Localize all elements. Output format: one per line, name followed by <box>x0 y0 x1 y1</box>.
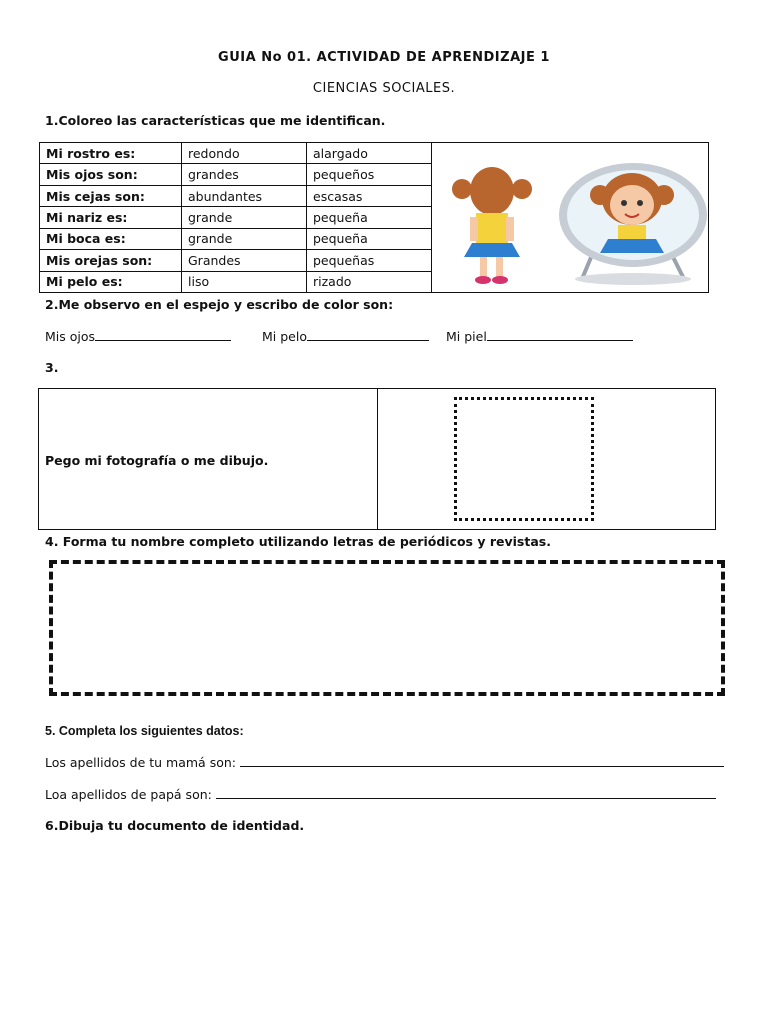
section6-heading: 6.Dibuja tu documento de identidad. <box>45 818 305 833</box>
option-cell[interactable]: Grandes <box>182 250 307 271</box>
row-label: Mi boca es: <box>40 228 182 249</box>
characteristics-table <box>39 142 709 293</box>
photo-instruction: Pego mi fotografía o me dibujo. <box>45 453 269 468</box>
option-cell[interactable]: pequeña <box>307 228 432 249</box>
box-divider <box>377 389 378 529</box>
section2-heading: 2.Me observo en el espejo y escribo de color son: <box>45 297 394 312</box>
row-label: Mis orejas son: <box>40 250 182 271</box>
girl-mirror-icon <box>432 143 708 289</box>
photo-frame[interactable] <box>454 397 594 521</box>
father-surnames-field[interactable] <box>45 786 716 802</box>
option-cell[interactable]: abundantes <box>182 185 307 206</box>
guide-title: GUIA No 01. ACTIVIDAD DE APRENDIZAJE 1 <box>218 50 550 65</box>
field-label: Loa apellidos de papá son: <box>45 787 212 802</box>
option-cell[interactable]: pequeñas <box>307 250 432 271</box>
name-collage-box[interactable] <box>49 560 725 696</box>
blank-line[interactable] <box>216 786 716 799</box>
illustration-cell <box>432 143 709 293</box>
option-cell[interactable]: alargado <box>307 143 432 164</box>
option-cell[interactable]: redondo <box>182 143 307 164</box>
field-label: Mi pelo <box>262 329 307 344</box>
row-label: Mis ojos son: <box>40 164 182 185</box>
option-cell[interactable]: grande <box>182 207 307 228</box>
subject-title: CIENCIAS SOCIALES. <box>312 81 456 96</box>
section5-heading: 5. Completa los siguientes datos: <box>45 724 244 738</box>
row-label: Mi nariz es: <box>40 207 182 228</box>
row-label: Mi rostro es: <box>40 143 182 164</box>
section3-heading: 3. <box>45 360 59 375</box>
option-cell[interactable]: escasas <box>307 185 432 206</box>
photo-section-box <box>38 388 716 530</box>
mother-surnames-field[interactable] <box>45 754 724 770</box>
option-cell[interactable]: liso <box>182 271 307 292</box>
eyes-color-field[interactable] <box>45 328 231 344</box>
row-label: Mi pelo es: <box>40 271 182 292</box>
blank-line[interactable] <box>95 328 231 341</box>
blank-line[interactable] <box>307 328 429 341</box>
field-label: Mi piel <box>446 329 487 344</box>
option-cell[interactable]: rizado <box>307 271 432 292</box>
hair-color-field[interactable] <box>262 328 429 344</box>
option-cell[interactable]: grande <box>182 228 307 249</box>
field-label: Mis ojos <box>45 329 96 344</box>
option-cell[interactable]: pequeña <box>307 207 432 228</box>
option-cell[interactable]: pequeños <box>307 164 432 185</box>
row-label: Mis cejas son: <box>40 185 182 206</box>
blank-line[interactable] <box>240 754 724 767</box>
option-cell[interactable]: grandes <box>182 164 307 185</box>
skin-color-field[interactable] <box>446 328 633 344</box>
field-label: Los apellidos de tu mamá son: <box>45 755 236 770</box>
section1-heading: 1.Coloreo las características que me identifican. <box>45 113 386 128</box>
blank-line[interactable] <box>487 328 633 341</box>
table-row <box>40 143 709 164</box>
section4-heading: 4. Forma tu nombre completo utilizando letras de periódicos y revistas. <box>45 534 551 549</box>
